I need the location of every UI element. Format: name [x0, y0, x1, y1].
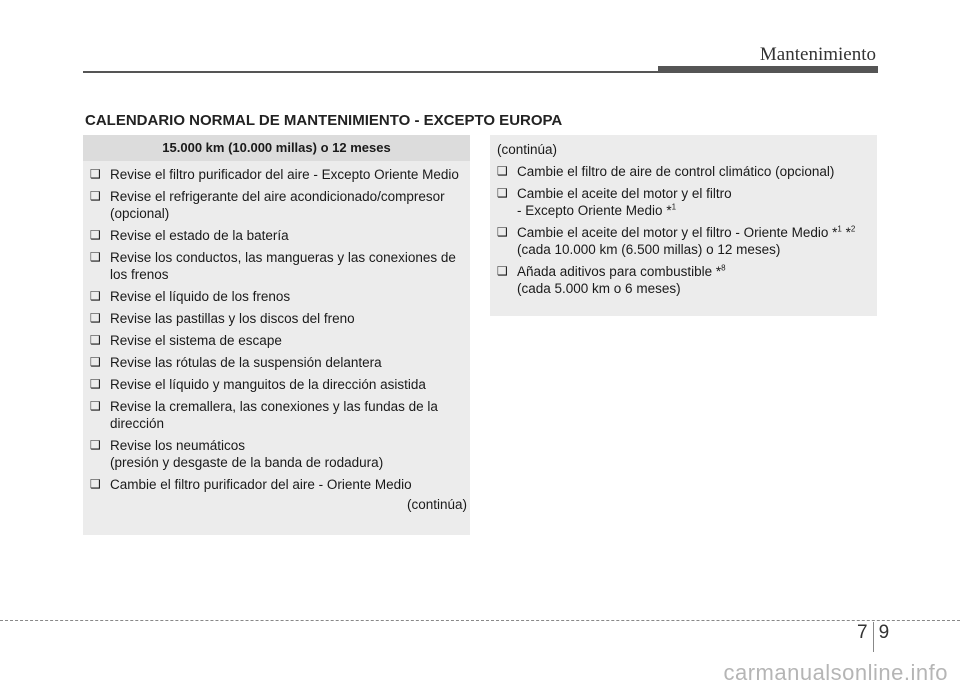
checkbox-icon: ❑ [497, 264, 508, 278]
item-text: Revise el refrigerante del aire acondicionado/compresor [110, 189, 445, 204]
checkbox-icon: ❑ [90, 189, 101, 203]
item-text-line2: (opcional) [110, 206, 170, 221]
right-panel [490, 135, 877, 316]
continua-label: (continúa) [406, 497, 467, 512]
checkbox-icon: ❑ [90, 333, 101, 347]
checkbox-icon: ❑ [90, 438, 101, 452]
section-title: CALENDARIO NORMAL DE MANTENIMIENTO - EXCEPTO EUROPA [85, 112, 563, 129]
list-item [90, 288, 462, 305]
item-text: Revise el líquido de los frenos [110, 289, 291, 304]
list-item [90, 398, 462, 432]
item-text: Revise el líquido y manguitos de la dirección asistida [110, 377, 426, 392]
checkbox-icon: ❑ [90, 167, 101, 181]
item-text-line2: (cada 5.000 km o 6 meses) [517, 281, 681, 296]
item-text-line2: - Excepto Oriente Medio * [517, 203, 672, 218]
footnote-ref: 2 [850, 224, 856, 234]
item-text-line2: los frenos [110, 267, 169, 282]
footnote-ref: 1 [837, 224, 842, 234]
checkbox-icon: ❑ [90, 477, 101, 491]
left-item-list [83, 166, 470, 493]
page-separator [873, 622, 874, 652]
item-text: Revise las rótulas de la suspensión delantera [110, 355, 382, 370]
header-rule-thin [83, 71, 663, 73]
checkbox-icon: ❑ [90, 289, 101, 303]
item-text: Cambie el aceite del motor y el filtro - Oriente Medio * [517, 225, 838, 240]
checkbox-icon: ❑ [90, 311, 101, 325]
list-item [497, 263, 869, 297]
checkbox-icon: ❑ [90, 250, 101, 264]
item-text-line2: (cada 10.000 km (6.500 millas) o 12 meses) [517, 242, 781, 257]
item-text: Revise el estado de la batería [110, 228, 289, 243]
header-title: Mantenimiento [759, 44, 876, 65]
item-text: Cambie el filtro purificador del aire - Oriente Medio [110, 477, 412, 492]
item-text: Revise la cremallera, las conexiones y las fundas de la [110, 399, 438, 414]
item-text: Cambie el filtro de aire de control climático (opcional) [517, 164, 835, 179]
footnote-ref: 8 [721, 263, 726, 273]
list-item [90, 188, 462, 222]
page-index: 9 [878, 622, 890, 643]
continua-label: (continúa) [497, 142, 558, 157]
list-item [90, 227, 462, 244]
list-item [90, 354, 462, 371]
checkbox-icon: ❑ [497, 225, 508, 239]
list-item [497, 185, 869, 219]
list-item [90, 437, 462, 471]
list-item [90, 476, 462, 493]
list-item [497, 163, 869, 180]
checkbox-icon: ❑ [90, 399, 101, 413]
item-text: Revise el sistema de escape [110, 333, 282, 348]
checkbox-icon: ❑ [497, 186, 508, 200]
item-text: Cambie el aceite del motor y el filtro [517, 186, 732, 201]
item-text: Añada aditivos para combustible * [517, 264, 722, 279]
chapter-number: 7 [857, 622, 868, 643]
page-number [857, 622, 889, 652]
item-text: Revise las pastillas y los discos del freno [110, 311, 355, 326]
item-text: Revise los neumáticos [110, 438, 246, 453]
footnote-mark: * [841, 225, 851, 240]
header-rule-thick [658, 66, 878, 73]
list-item [90, 166, 462, 183]
item-text-line2: dirección [110, 416, 165, 431]
list-item [90, 310, 462, 327]
checkbox-icon: ❑ [90, 377, 101, 391]
item-text: Revise el filtro purificador del aire - Excepto Oriente Medio [110, 167, 459, 182]
list-item [90, 376, 462, 393]
left-panel [83, 135, 470, 535]
left-panel-heading: 15.000 km (10.000 millas) o 12 meses [83, 135, 470, 161]
checkbox-icon: ❑ [90, 228, 101, 242]
list-item [497, 224, 869, 258]
checkbox-icon: ❑ [497, 164, 508, 178]
list-item [90, 249, 462, 283]
watermark: carmanualsonline.info [723, 660, 948, 685]
list-item [90, 332, 462, 349]
right-item-list [490, 163, 877, 297]
footnote-ref: 1 [671, 202, 677, 212]
item-text-line2: (presión y desgaste de la banda de rodadura) [110, 455, 384, 470]
checkbox-icon: ❑ [90, 355, 101, 369]
item-text: Revise los conductos, las mangueras y las conexiones de [110, 250, 456, 265]
footer-dashed-rule [0, 620, 960, 621]
